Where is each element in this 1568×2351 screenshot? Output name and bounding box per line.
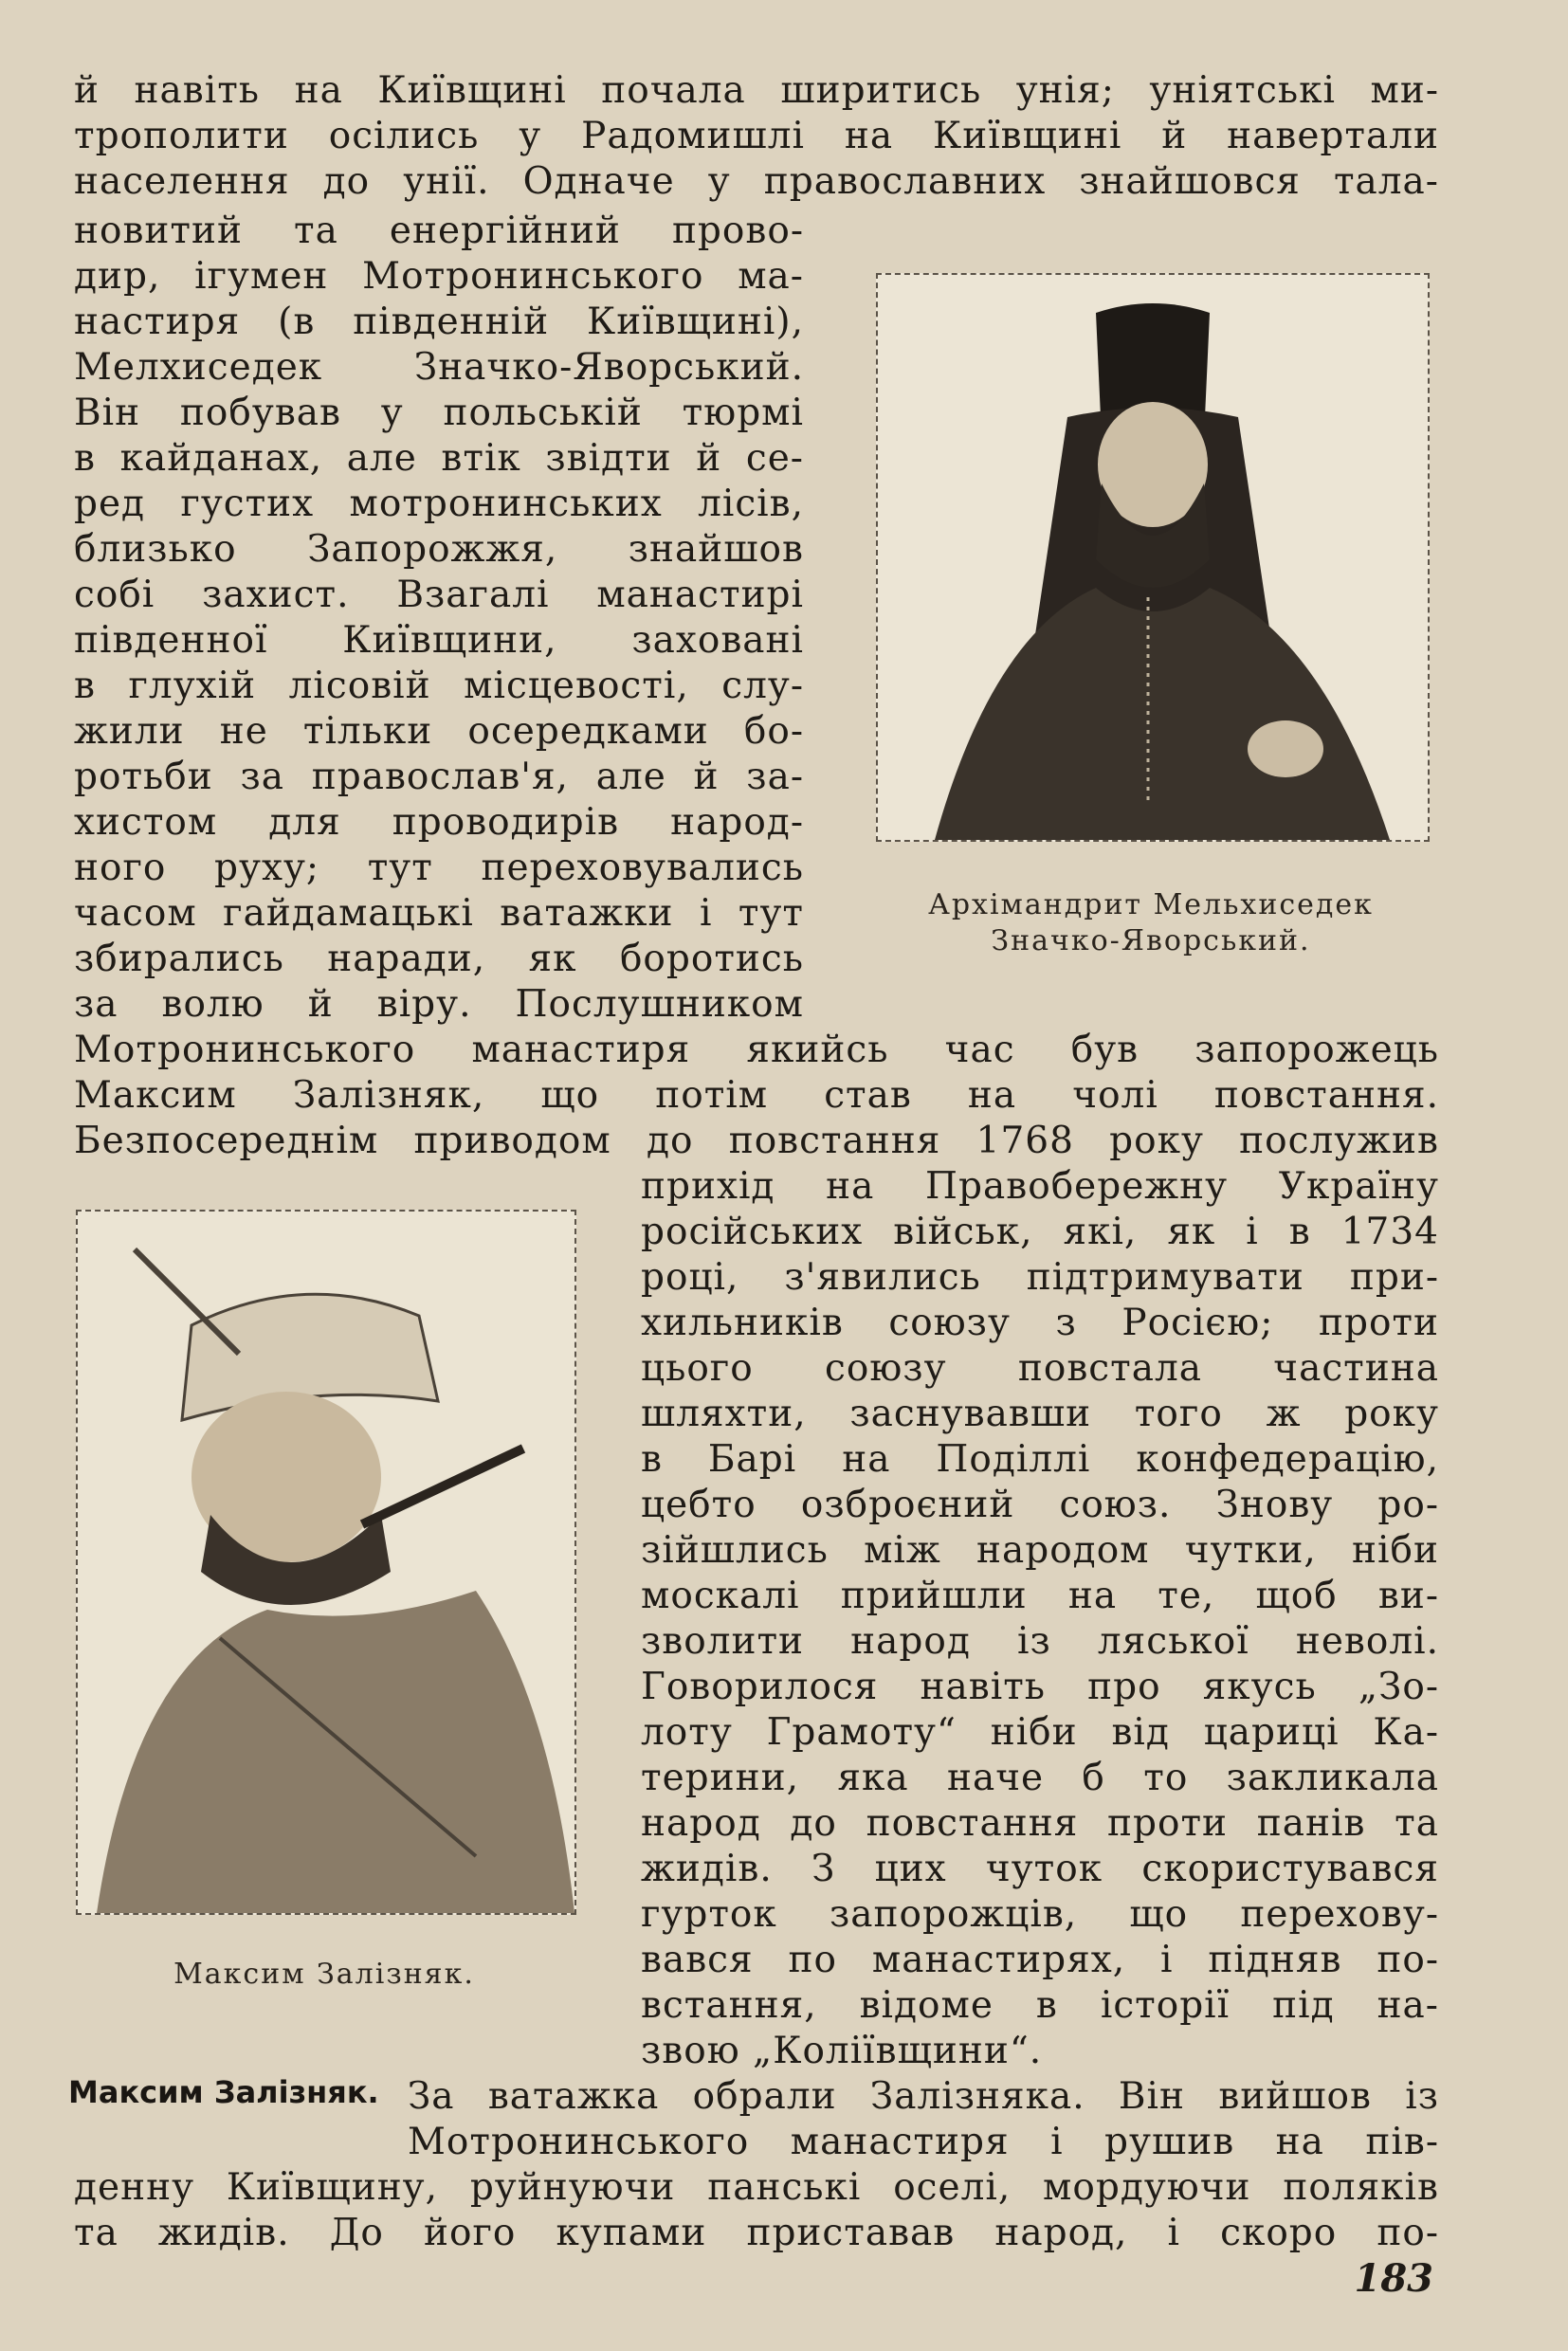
text-line: хильників союзу з Росією; проти xyxy=(641,1302,1439,1344)
page-number: 183 xyxy=(1354,2256,1433,2301)
caption-line: Архімандрит Мельхиседек xyxy=(928,888,1374,921)
text-line: збирались наради, як боротись xyxy=(74,938,804,980)
text-line: часом гайдамацькі ватажки і тут xyxy=(74,892,804,935)
caption-line: Значко-Яворський. xyxy=(991,924,1311,957)
text-line: Він побував у польській тюрмі xyxy=(74,392,804,434)
text-line: південної Київщини, заховані xyxy=(74,619,804,662)
text-line: прихід на Правобережну Україну xyxy=(641,1165,1439,1208)
portrait-zalizniak-caption: Максим Залізняк. xyxy=(173,1958,475,1991)
text-line: вався по манастирях, і підняв по- xyxy=(641,1939,1439,1981)
text-line: Безпосереднім приводом до повстання 1768 року послужив xyxy=(74,1120,1439,1162)
text-line: році, з'явились підтримувати при- xyxy=(641,1256,1439,1299)
text-line: та жидів. До його купами приставав народ, і скоро по- xyxy=(74,2212,1439,2254)
text-line: дир, ігумен Мотронинського ма- xyxy=(74,255,804,298)
text-line: встання, відоме в історії під на- xyxy=(641,1984,1439,2027)
text-line: звою „Коліївщини“. xyxy=(641,2030,1043,2072)
text-line: ред густих мотронинських лісів, xyxy=(74,483,804,525)
text-line: російських військ, які, як і в 1734 xyxy=(641,1211,1439,1253)
text-line: в глухій лісовій місцевості, слу- xyxy=(74,665,804,707)
text-line: цього союзу повстала частина xyxy=(641,1347,1439,1390)
text-line: в Барі на Поділлі конфедерацію, xyxy=(641,1438,1439,1481)
portrait-archimandrite-caption xyxy=(876,887,1426,959)
text-line: собі захист. Взагалі манастирі xyxy=(74,574,804,616)
text-line: трополити осілись у Радомишлі на Київщині й навертали xyxy=(74,115,1439,157)
text-line: москалі прийшли на те, щоб ви- xyxy=(641,1575,1439,1617)
text-line: настиря (в південній Київщині), xyxy=(74,301,804,343)
text-line: ротьби за православ'я, але й за- xyxy=(74,756,804,798)
text-line: терини, яка наче б то закликала xyxy=(641,1757,1439,1799)
text-line: Мотронинського манастиря і рушив на пів- xyxy=(408,2121,1439,2163)
text-line: хистом для проводирів народ- xyxy=(74,801,804,844)
text-line: Максим Залізняк, що потім став на чолі повстання. xyxy=(74,1074,1439,1117)
text-line: За ватажка обрали Залізняка. Він вийшов із xyxy=(408,2075,1439,2118)
text-line: Говорилося навіть про якусь „Зо- xyxy=(641,1666,1439,1708)
portrait-archimandrite xyxy=(876,273,1430,842)
text-line: шляхти, заснувавши того ж року xyxy=(641,1393,1439,1435)
text-line: зволити народ із ляської неволі. xyxy=(641,1620,1439,1663)
text-line: денну Київщину, руйнуючи панські оселі, мордуючи поляків xyxy=(74,2166,1439,2209)
text-line: ного руху; тут переховувались xyxy=(74,847,804,889)
text-line: новитий та енергійний прово- xyxy=(74,210,804,252)
text-line: лоту Грамоту“ ніби від цариці Ка- xyxy=(641,1711,1439,1754)
text-line: жили не тільки осередками бо- xyxy=(74,710,804,753)
text-line: гурток запорожців, що перехову- xyxy=(641,1893,1439,1936)
text-line: народ до повстання проти панів та xyxy=(641,1802,1439,1845)
text-line: в кайданах, але втік звідти й се- xyxy=(74,437,804,480)
portrait-archimandrite-illustration xyxy=(878,275,1428,840)
text-line: Мелхиседек Значко-Яворський. xyxy=(74,346,804,389)
text-line: цебто озброєний союз. Знову ро- xyxy=(641,1484,1439,1526)
text-line: жидів. З цих чуток скористувався xyxy=(641,1848,1439,1890)
side-heading: Максим Залізняк. xyxy=(68,2074,379,2110)
text-line: Мотронинського манастиря якийсь час був запорожець xyxy=(74,1029,1439,1071)
text-line: за волю й віру. Послушником xyxy=(74,983,804,1026)
portrait-zalizniak xyxy=(76,1210,576,1915)
text-line: населення до унії. Одначе у православних знайшовся тала- xyxy=(74,160,1439,203)
text-line: й навіть на Київщині почала ширитись унія; уніятські ми- xyxy=(74,69,1439,112)
portrait-zalizniak-illustration xyxy=(78,1212,574,1913)
text-line: близько Запорожжя, знайшов xyxy=(74,528,804,571)
text-line: зійшлись між народом чутки, ніби xyxy=(641,1529,1439,1572)
